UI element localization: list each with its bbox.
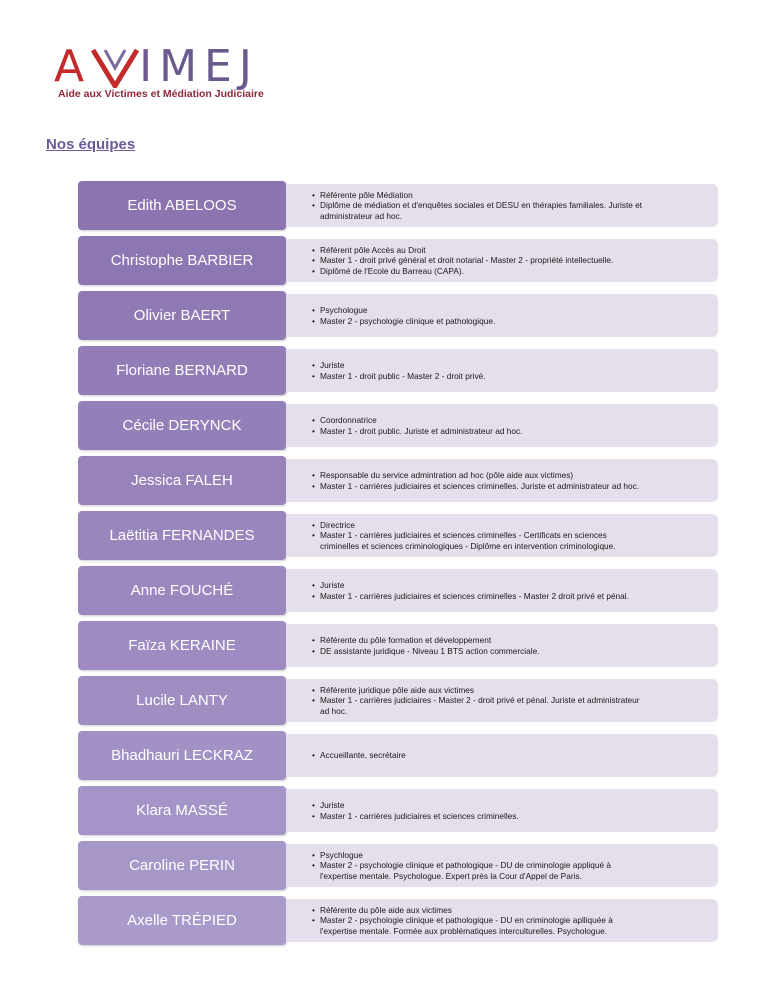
member-name: Cécile DERYNCK (78, 401, 286, 450)
description-bullet: • Master 1 - droit privé général et droit notarial - Master 2 - propriété intellectuelle. (312, 255, 718, 266)
member-description (286, 734, 718, 777)
member-name: Bhadhauri LECKRAZ (78, 731, 286, 780)
team-member-row (78, 676, 718, 725)
member-description (286, 789, 718, 832)
description-continuation: criminelles et sciences criminologiques - Diplôme en intervention criminologique. (320, 540, 616, 551)
member-name: Anne FOUCHÉ (78, 566, 286, 615)
member-description (286, 899, 718, 942)
team-member-row (78, 181, 718, 230)
description-bullet: • Diplômé de l'Ecole du Barreau (CAPA). (312, 266, 718, 277)
description-bullet: • Directrice (312, 520, 718, 531)
section-title: Nos équipes (46, 136, 136, 153)
description-bullet: • Référente pôle Médiation (312, 190, 718, 201)
logo-v-mark-icon (91, 48, 139, 88)
member-description (286, 624, 718, 667)
description-bullet: • Master 2 - psychologie clinique et pathologique. (312, 316, 718, 327)
logo-letter-a: A (54, 41, 92, 92)
member-name: Jessica FALEH (78, 456, 286, 505)
description-bullet: • DE assistante juridique - Niveau 1 BTS action commerciale. (312, 646, 718, 657)
description-bullet: • Psychologue (312, 305, 718, 316)
description-bullet: • Diplôme de médiation et d'enquêtes sociales et DESU en thérapies familiales. Juriste et (312, 200, 718, 211)
team-member-row (78, 566, 718, 615)
member-description (286, 514, 718, 557)
team-member-row (78, 786, 718, 835)
description-bullet: • Référente juridique pôle aide aux victimes (312, 685, 718, 696)
description-bullet: • Juriste (312, 360, 718, 371)
team-member-row (78, 236, 718, 285)
member-description (286, 459, 718, 502)
description-bullet: • Master 1 - carrières judiciaires et sciences criminelles. Juriste et administrateur ad hoc. (312, 481, 718, 492)
avimej-logo (54, 41, 264, 104)
member-name: Laëtitia FERNANDES (78, 511, 286, 560)
member-description (286, 239, 718, 282)
team-member-row (78, 731, 718, 780)
member-description (286, 294, 718, 337)
description-bullet: • Master 1 - carrières judiciaires et sciences criminelles - Master 2 droit privé et pénal. (312, 591, 718, 602)
description-continuation: l'expertise mentale. Formée aux problématiques interculturelles. Psychologue. (320, 925, 608, 936)
description-bullet: • Accueillante, secrétaire (312, 750, 718, 761)
description-bullet: • Coordonnatrice (312, 415, 718, 426)
team-member-row (78, 291, 718, 340)
description-bullet: • Master 1 - carrières judiciaires - Master 2 - droit privé et pénal. Juriste et administrateur (312, 695, 718, 706)
member-name: Olivier BAERT (78, 291, 286, 340)
team-member-row (78, 896, 718, 945)
member-description (286, 184, 718, 227)
description-continuation: l'expertise mentale. Psychologue. Expert près la Cour d'Appel de Paris. (320, 870, 582, 881)
member-name: Christophe BARBIER (78, 236, 286, 285)
member-description (286, 569, 718, 612)
team-member-row (78, 401, 718, 450)
description-bullet: • Master 2 - psychologie clinique et pathologique - DU en criminologie aplliquée à (312, 915, 718, 926)
member-description (286, 349, 718, 392)
description-bullet: • Psychlogue (312, 850, 718, 861)
description-bullet: • Master 2 - psychologie clinique et pathologique - DU de criminologie appliqué à (312, 860, 718, 871)
team-member-row (78, 841, 718, 890)
description-bullet: • Juriste (312, 800, 718, 811)
description-continuation: ad hoc. (320, 705, 348, 716)
team-list (78, 181, 718, 951)
member-name: Floriane BERNARD (78, 346, 286, 395)
description-bullet: • Référent pôle Accès au Droit (312, 245, 718, 256)
member-name: Axelle TRÉPIED (78, 896, 286, 945)
description-bullet: • Master 1 - droit public - Master 2 - droit privé. (312, 371, 718, 382)
member-name: Faïza KERAINE (78, 621, 286, 670)
description-bullet: • Référente du pôle formation et développement (312, 635, 718, 646)
logo-subtitle: Aide aux Victimes et Médiation Judiciaire (58, 88, 264, 100)
member-description (286, 679, 718, 722)
team-member-row (78, 456, 718, 505)
member-name: Edith ABELOOS (78, 181, 286, 230)
description-continuation: administrateur ad hoc. (320, 210, 403, 221)
description-bullet: • Référente du pôle aide aux victimes (312, 905, 718, 916)
logo-letters: IMEJ (139, 41, 259, 92)
member-name: Klara MASSÉ (78, 786, 286, 835)
description-bullet: • Master 1 - droit public. Juriste et administrateur ad hoc. (312, 426, 718, 437)
description-bullet: • Juriste (312, 580, 718, 591)
member-description (286, 844, 718, 887)
team-member-row (78, 621, 718, 670)
description-bullet: • Master 1 - carrières judiciaires et sciences criminelles - Certificats en sciences (312, 530, 718, 541)
description-bullet: • Responsable du service admintration ad hoc (pôle aide aux victimes) (312, 470, 718, 481)
member-name: Lucile LANTY (78, 676, 286, 725)
logo-wordmark (54, 41, 259, 92)
member-description (286, 404, 718, 447)
team-member-row (78, 346, 718, 395)
member-name: Caroline PERIN (78, 841, 286, 890)
description-bullet: • Master 1 - carrières judiciaires et sciences criminelles. (312, 811, 718, 822)
team-member-row (78, 511, 718, 560)
